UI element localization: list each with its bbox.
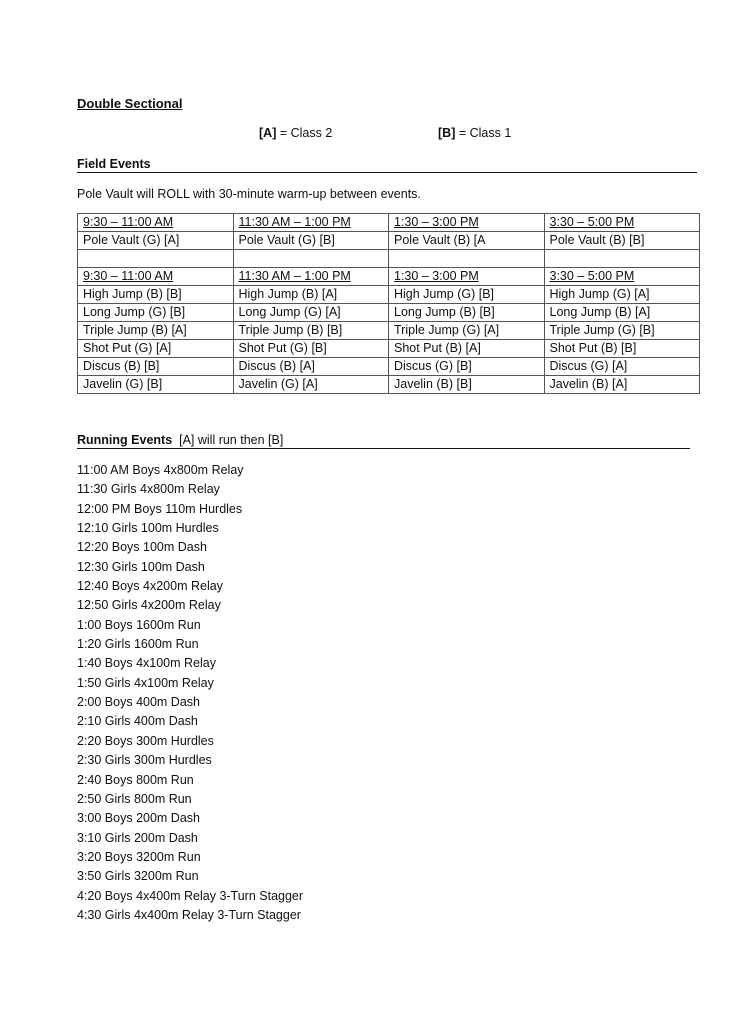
- field-time-row: [78, 268, 700, 286]
- event-cell: Long Jump (B) [A]: [544, 304, 700, 322]
- list-item: 1:50 Girls 4x100m Relay: [77, 675, 214, 690]
- time-cell: 3:30 – 5:00 PM: [544, 214, 700, 232]
- list-item: 3:20 Boys 3200m Run: [77, 849, 201, 864]
- event-cell: Discus (G) [B]: [389, 358, 545, 376]
- running-events-list: [77, 461, 303, 925]
- time-cell: 3:30 – 5:00 PM: [544, 268, 700, 286]
- legend-class-a: [259, 126, 332, 140]
- legend-a-code: [A]: [259, 126, 277, 140]
- event-cell: High Jump (G) [A]: [544, 286, 700, 304]
- pole-vault-time-row: [78, 214, 700, 232]
- event-cell: High Jump (B) [B]: [78, 286, 234, 304]
- time-cell: 11:30 AM – 1:00 PM: [233, 214, 389, 232]
- legend-b-code: [B]: [438, 126, 456, 140]
- running-events-subtitle: [A] will run then [B]: [179, 433, 284, 447]
- field-events-table: [77, 213, 700, 394]
- list-item: 12:50 Girls 4x200m Relay: [77, 598, 221, 613]
- list-item: 4:30 Girls 4x400m Relay 3-Turn Stagger: [77, 907, 301, 922]
- event-cell: High Jump (B) [A]: [233, 286, 389, 304]
- pole-vault-row: [78, 232, 700, 250]
- list-item: 2:10 Girls 400m Dash: [77, 714, 198, 729]
- table-row: [78, 286, 700, 304]
- table-row: [78, 304, 700, 322]
- table-row: [78, 376, 700, 394]
- list-item: 11:00 AM Boys 4x800m Relay: [77, 463, 244, 477]
- list-item: 3:50 Girls 3200m Run: [77, 869, 199, 884]
- table-row: [78, 358, 700, 376]
- list-item: 12:00 PM Boys 110m Hurdles: [77, 501, 243, 516]
- list-item: 12:10 Girls 100m Hurdles: [77, 521, 219, 536]
- table-row: [78, 322, 700, 340]
- event-cell: Shot Put (B) [B]: [544, 340, 700, 358]
- event-cell: Triple Jump (G) [B]: [544, 322, 700, 340]
- time-cell: 1:30 – 3:00 PM: [389, 214, 545, 232]
- event-cell: Pole Vault (B) [A: [389, 232, 545, 250]
- time-cell: 11:30 AM – 1:00 PM: [233, 268, 389, 286]
- list-item: 12:30 Girls 100m Dash: [77, 559, 205, 574]
- event-cell: Long Jump (B) [B]: [389, 304, 545, 322]
- event-cell: Pole Vault (G) [B]: [233, 232, 389, 250]
- event-cell: Shot Put (B) [A]: [389, 340, 545, 358]
- event-cell: High Jump (G) [B]: [389, 286, 545, 304]
- pole-vault-note: Pole Vault will ROLL with 30-minute warm-up between events.: [77, 187, 421, 201]
- list-item: 2:00 Boys 400m Dash: [77, 695, 200, 710]
- list-item: 2:30 Girls 300m Hurdles: [77, 753, 212, 768]
- list-item: 3:00 Boys 200m Dash: [77, 811, 200, 826]
- time-cell: 9:30 – 11:00 AM: [78, 268, 234, 286]
- list-item: 1:20 Girls 1600m Run: [77, 637, 199, 652]
- list-item: 2:50 Girls 800m Run: [77, 791, 192, 806]
- page-title: Double Sectional: [77, 96, 183, 111]
- list-item: 4:20 Boys 4x400m Relay 3-Turn Stagger: [77, 888, 304, 903]
- event-cell: Javelin (B) [A]: [544, 376, 700, 394]
- table-row: [78, 340, 700, 358]
- event-cell: Discus (B) [A]: [233, 358, 389, 376]
- list-item: 2:40 Boys 800m Run: [77, 772, 194, 787]
- event-cell: Long Jump (G) [B]: [78, 304, 234, 322]
- event-cell: Pole Vault (G) [A]: [78, 232, 234, 250]
- event-cell: Triple Jump (B) [B]: [233, 322, 389, 340]
- legend-class-b: [438, 126, 511, 140]
- event-cell: Triple Jump (G) [A]: [389, 322, 545, 340]
- event-cell: Pole Vault (B) [B]: [544, 232, 700, 250]
- list-item: 1:40 Boys 4x100m Relay: [77, 656, 216, 671]
- event-cell: Javelin (G) [B]: [78, 376, 234, 394]
- event-cell: Javelin (B) [B]: [389, 376, 545, 394]
- event-cell: Shot Put (G) [A]: [78, 340, 234, 358]
- list-item: 3:10 Girls 200m Dash: [77, 830, 198, 845]
- running-events-title: Running Events: [77, 433, 173, 447]
- field-events-title: Field Events: [77, 157, 151, 171]
- event-cell: Long Jump (G) [A]: [233, 304, 389, 322]
- time-cell: 9:30 – 11:00 AM: [78, 214, 234, 232]
- field-events-heading: [77, 156, 697, 173]
- running-events-heading: [77, 432, 690, 449]
- list-item: 12:20 Boys 100m Dash: [77, 540, 207, 555]
- list-item: 12:40 Boys 4x200m Relay: [77, 579, 223, 594]
- event-cell: Discus (G) [A]: [544, 358, 700, 376]
- list-item: 1:00 Boys 1600m Run: [77, 617, 201, 632]
- list-item: 2:20 Boys 300m Hurdles: [77, 733, 214, 748]
- event-cell: Javelin (G) [A]: [233, 376, 389, 394]
- event-cell: Triple Jump (B) [A]: [78, 322, 234, 340]
- spacer-row: [78, 250, 700, 268]
- legend-a-text: = Class 2: [276, 126, 333, 140]
- event-cell: Shot Put (G) [B]: [233, 340, 389, 358]
- event-cell: Discus (B) [B]: [78, 358, 234, 376]
- time-cell: 1:30 – 3:00 PM: [389, 268, 545, 286]
- legend-b-text: = Class 1: [455, 126, 512, 140]
- list-item: 11:30 Girls 4x800m Relay: [77, 482, 220, 497]
